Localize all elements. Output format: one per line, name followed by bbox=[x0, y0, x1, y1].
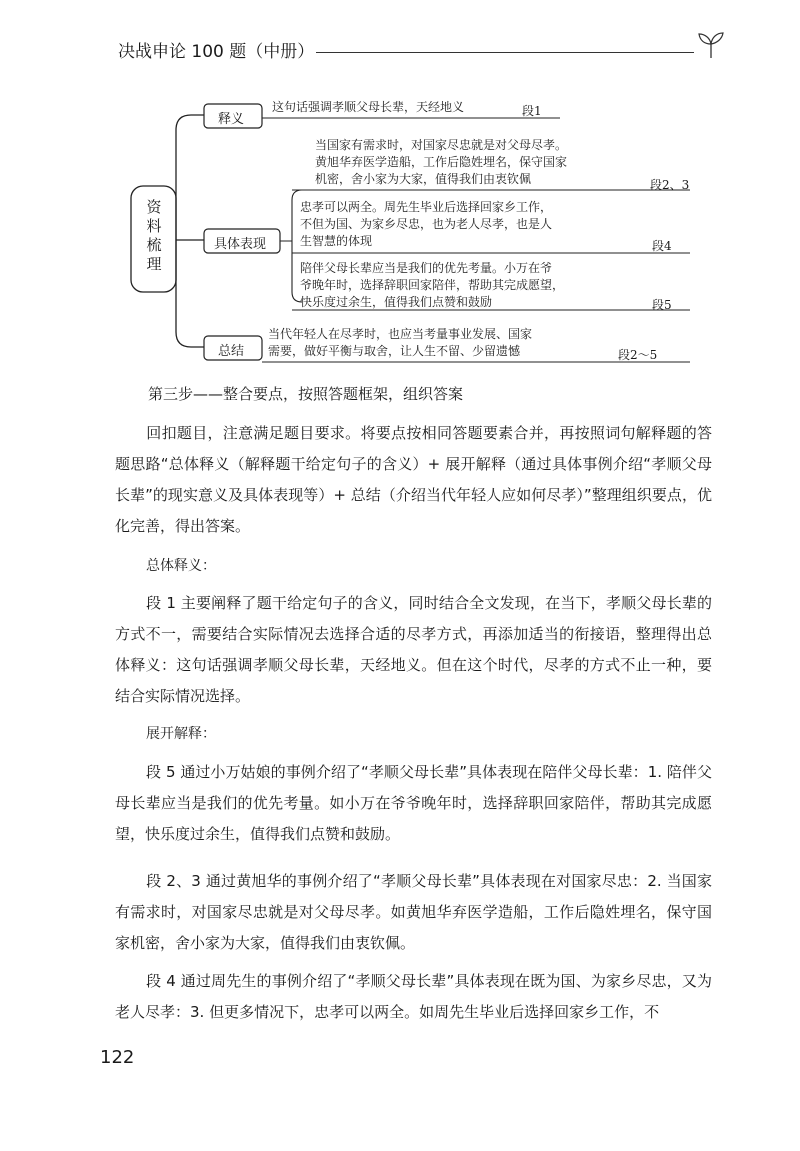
juti-branch-2-line-3: 生智慧的体现 bbox=[300, 234, 373, 248]
shiyi-tag: 段1 bbox=[522, 104, 542, 118]
expand-paragraph-3 bbox=[115, 966, 712, 1028]
juti-branch-3-tag: 段5 bbox=[652, 298, 672, 312]
overall-label: 总体释义： bbox=[146, 558, 216, 574]
juti-branch-2-tag: 段4 bbox=[652, 239, 672, 253]
intro-paragraph bbox=[115, 418, 712, 542]
running-header-title: 决战申论 100 题（中册） bbox=[118, 42, 315, 62]
zongjie-tag: 段2～5 bbox=[618, 348, 658, 362]
expand-paragraph-1 bbox=[115, 757, 712, 850]
mindmap-spine bbox=[176, 115, 204, 347]
juti-branch-3-line-3: 快乐度过余生，值得我们点赞和鼓励 bbox=[300, 295, 493, 309]
root-char: 理 bbox=[146, 255, 162, 273]
page-number: 122 bbox=[100, 1047, 135, 1068]
juti-branch-3-line-1: 陪伴父母长辈应当是我们的优先考量。小万在爷 bbox=[300, 261, 553, 275]
root-char: 梳 bbox=[146, 236, 162, 254]
juti-branch-1-tag: 段2、3 bbox=[650, 178, 690, 192]
expand-paragraph-2 bbox=[115, 866, 712, 959]
juti-branch-3-line-2: 爷晚年时，选择辞职回家陪伴，帮助其完成愿望， bbox=[300, 278, 565, 292]
juti-branch-1-line-3: 机密，舍小家为大家，值得我们由衷钦佩 bbox=[315, 172, 532, 186]
node-label-zongjie: 总结 bbox=[218, 344, 245, 359]
root-char: 料 bbox=[146, 217, 162, 235]
juti-subspine bbox=[280, 190, 302, 302]
mindmap-root-label bbox=[144, 198, 164, 274]
expand-text-3: 段 4 通过周先生的事例介绍了“孝顺父母长辈”具体表现在既为国、为家乡尽忠，又为老人尽孝：3. 但更多情况下，忠孝可以两全。如周先生毕业后选择回家乡工作，不 bbox=[115, 972, 712, 1021]
root-char: 资 bbox=[146, 198, 162, 216]
step-heading: 第三步——整合要点，按照答题框架，组织答案 bbox=[148, 385, 464, 403]
juti-branch-2-line-1: 忠孝可以两全。周先生毕业后选择回家乡工作， bbox=[300, 200, 553, 214]
juti-branch-1-line-1: 当国家有需求时，对国家尽忠就是对父母尽孝。 bbox=[315, 138, 568, 152]
zongjie-line-2: 需要，做好平衡与取舍，让人生不留、少留遗憾 bbox=[268, 344, 521, 358]
zongjie-line-1: 当代年轻人在尽孝时，也应当考量事业发展、国家 bbox=[268, 327, 533, 341]
overall-text: 段 1 主要阐释了题干给定句子的含义，同时结合全文发现，在当下，孝顺父母长辈的方式不一，需要结合实际情况去选择合适的尽孝方式，再添加适当的衔接语，整理得出总体释义：这句话强调孝顺父母长辈，天经地义。但在这个时代，尽孝的方式不止一种，要结合实际情况选择。 bbox=[115, 594, 712, 705]
expand-text-2: 段 2、3 通过黄旭华的事例介绍了“孝顺父母长辈”具体表现在对国家尽忠：2. 当国家有需求时，对国家尽忠就是对父母尽孝。如黄旭华弃医学造船，工作后隐姓埋名，保守国家机密，舍小家为大家，值得我们由衷钦佩。 bbox=[115, 872, 712, 952]
shiyi-text: 这句话强调孝顺父母长辈，天经地义 bbox=[272, 100, 465, 114]
expand-text-1: 段 5 通过小万姑娘的事例介绍了“孝顺父母长辈”具体表现在陪伴父母长辈：1. 陪伴父母长辈应当是我们的优先考量。如小万在爷爷晚年时，选择辞职回家陪伴，帮助其完成愿望，快乐度过余生，值得我们点赞和鼓励。 bbox=[115, 763, 712, 843]
juti-branch-1-line-2: 黄旭华弃医学造船，工作后隐姓埋名，保守国家 bbox=[315, 155, 568, 169]
node-label-shiyi: 释义 bbox=[218, 112, 245, 127]
intro-text: 回扣题目，注意满足题目要求。将要点按相同答题要素合并，再按照词句解释题的答题思路“总体释义（解释题干给定句子的含义）+ 展开解释（通过具体事例介绍“孝顺父母长辈”的现实意义及具体表现等）+ 总结（介绍当代年轻人应如何尽孝）”整理组织要点，优化完善，得出答案。 bbox=[115, 424, 712, 535]
node-label-juti: 具体表现 bbox=[214, 237, 267, 252]
juti-branch-2-line-2: 不但为国、为家乡尽忠，也为老人尽孝，也是人 bbox=[300, 217, 553, 231]
expand-label: 展开解释： bbox=[146, 726, 216, 742]
overall-paragraph bbox=[115, 588, 712, 712]
